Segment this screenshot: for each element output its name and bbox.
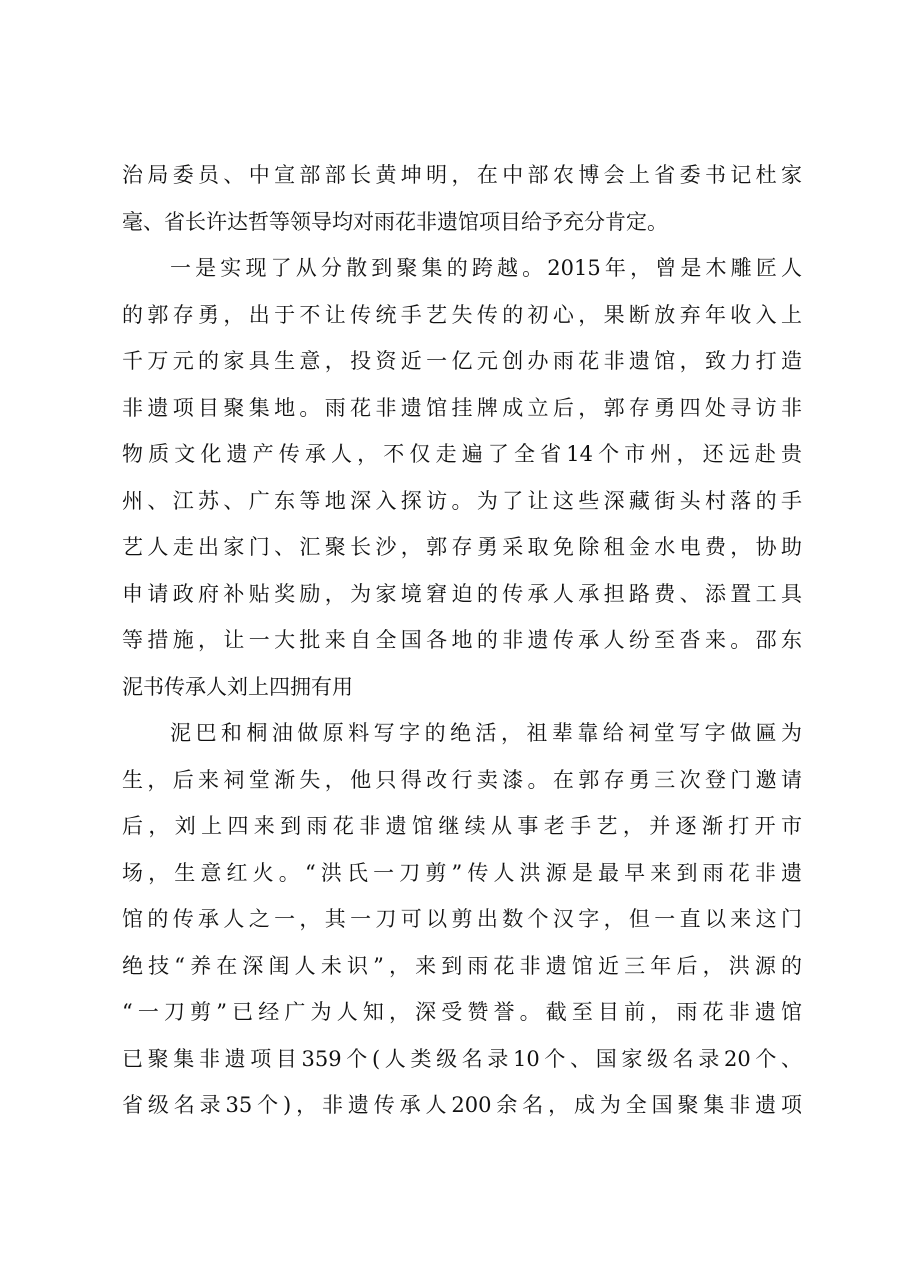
text-line: 非遗项目聚集地。雨花非遗馆挂牌成立后，郭存勇四处寻访非 (122, 395, 802, 420)
paragraph-first-line: 一是实现了从分散到聚集的跨越。2015年，曾是木雕匠人 (170, 256, 802, 280)
paragraph-first-line: 泥巴和桐油做原料写字的绝活，祖辈靠给祠堂写字做匾为 (170, 721, 802, 745)
text-line: 的郭存勇，出于不让传统手艺失传的初心，果断放弃年收入上 (122, 302, 802, 327)
text-line: 等措施，让一大批来自全国各地的非遗传承人纷至沓来。邵东 (122, 628, 802, 652)
text-line: 申请政府补贴奖励，为家境窘迫的传承人承担路费、添置工具 (122, 581, 802, 606)
text-line: 艺人走出家门、汇聚长沙，郭存勇采取免除租金水电费，协助 (122, 535, 802, 559)
text-line: 绝技“养在深闺人未识”，来到雨花非遗馆近三年后，洪源的 (122, 953, 802, 978)
text-line: 场，生意红火。“洪氏一刀剪”传人洪源是最早来到雨花非遗 (122, 860, 802, 885)
text-line: “一刀剪”已经广为人知，深受赞誉。截至目前，雨花非遗馆 (122, 1000, 802, 1024)
body-text (122, 152, 802, 1129)
text-line: 毫、省长许达哲等领导均对雨花非遗馆项目给予充分肯定。 (122, 209, 668, 234)
text-line: 州、江苏、广东等地深入探访。为了让这些深藏街头村落的手 (122, 488, 802, 513)
text-line: 生，后来祠堂渐失，他只得改行卖漆。在郭存勇三次登门邀请 (122, 767, 802, 792)
text-line: 治局委员、中宣部部长黄坤明，在中部农博会上省委书记杜家 (122, 163, 802, 187)
text-line: 馆的传承人之一，其一刀可以剪出数个汉字，但一直以来这门 (122, 907, 802, 931)
text-line: 泥书传承人刘上四拥有用 (122, 674, 353, 699)
text-line: 已聚集非遗项目359个(人类级名录10个、国家级名录20个、 (122, 1046, 802, 1071)
text-line: 物质文化遗产传承人，不仅走遍了全省14个市州，还远赴贵 (122, 442, 802, 466)
text-line: 后，刘上四来到雨花非遗馆继续从事老手艺，并逐渐打开市 (122, 814, 802, 838)
text-line: 省级名录35个)，非遗传承人200余名，成为全国聚集非遗项 (122, 1093, 802, 1117)
text-line: 千万元的家具生意，投资近一亿元创办雨花非遗馆，致力打造 (122, 349, 802, 373)
